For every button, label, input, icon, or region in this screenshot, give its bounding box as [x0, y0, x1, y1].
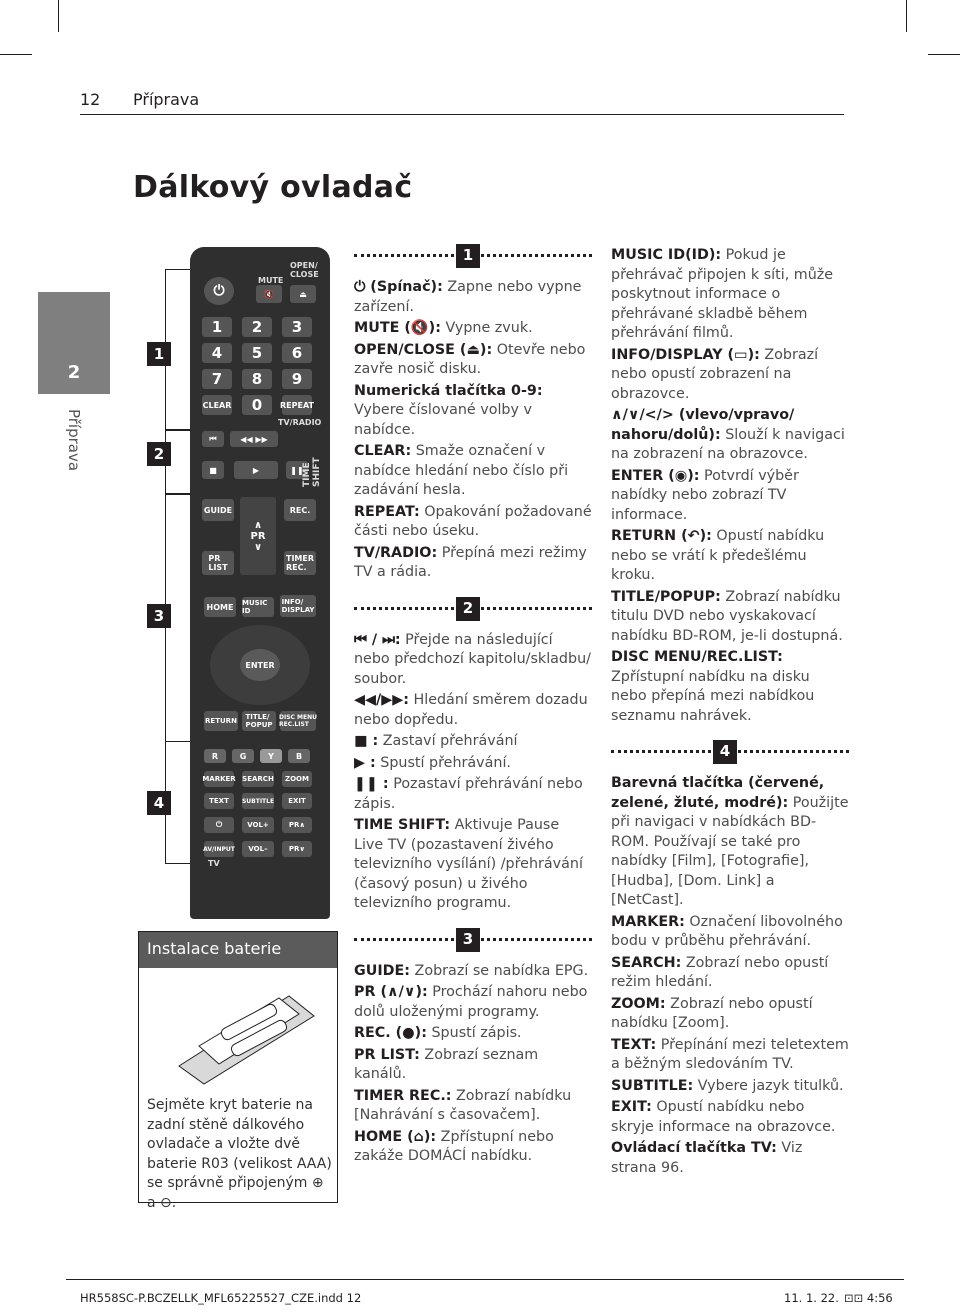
item-description	[354, 1024, 592, 1044]
crop-mark	[928, 54, 960, 55]
marker-button[interactable]: MARKER	[204, 771, 234, 787]
key-5[interactable]: 5	[242, 343, 272, 363]
item-description	[354, 442, 592, 501]
stop-button[interactable]: ■	[202, 461, 224, 479]
item-description	[611, 467, 849, 526]
page-number: 12	[80, 90, 101, 109]
item-description	[611, 1077, 849, 1097]
item-description	[354, 1128, 592, 1167]
item-term: DISC MENU/REC.LIST:	[611, 649, 783, 665]
section-4-separator	[611, 740, 849, 766]
play-button[interactable]: ▶	[234, 461, 278, 479]
key-6[interactable]: 6	[282, 343, 312, 363]
key-9[interactable]: 9	[282, 369, 312, 389]
vol-down-button[interactable]: VOL–	[242, 841, 274, 857]
item-term: MARKER:	[611, 913, 685, 930]
item-term: OPEN/CLOSE (⏏):	[354, 341, 493, 358]
item-term: PR LIST:	[354, 1046, 420, 1063]
mute-label: MUTE	[258, 276, 284, 285]
item-term: Ovládací tlačítka TV:	[611, 1140, 777, 1156]
subtitle-button[interactable]: SUBTITLE	[242, 793, 274, 809]
guide-button[interactable]: GUIDE	[202, 499, 234, 521]
item-term: ⏮ / ⏭:	[354, 631, 401, 648]
item-text: Opustí nabídku nebo skryje informace na obrazovce.	[611, 1099, 836, 1135]
chapter-label-text: Příprava	[65, 408, 83, 472]
green-button[interactable]: G	[232, 749, 254, 763]
callout-1: 1	[147, 342, 171, 366]
repeat-button[interactable]: REPEAT	[282, 395, 312, 415]
clear-button[interactable]: CLEAR	[202, 395, 232, 415]
item-term: GUIDE:	[354, 962, 411, 979]
item-text: Vybere jazyk titulků.	[693, 1077, 844, 1094]
skip-prev-button[interactable]: ⏮	[202, 431, 224, 447]
crop-mark	[58, 0, 59, 32]
item-description	[611, 954, 849, 993]
navigation-pad[interactable]	[210, 625, 310, 705]
item-term: REPEAT:	[354, 503, 420, 520]
bracket-1	[165, 269, 190, 431]
item-term: ◀◀/▶▶:	[354, 692, 409, 708]
item-text: Zobrazí nebo opustí režim hledání.	[611, 954, 829, 990]
battery-illustration	[169, 976, 319, 1086]
item-text: Zobrazí nebo opustí zobrazení na obrazovce.	[611, 346, 819, 402]
item-description	[354, 382, 592, 441]
item-text: Spustí přehrávání.	[375, 754, 511, 771]
power-button[interactable]: ⏻	[204, 277, 234, 305]
item-text: Přepínání mezi teletextem a běžným sledováním TV.	[611, 1036, 849, 1072]
blue-button[interactable]: B	[288, 749, 310, 763]
info-display-button[interactable]: INFO/ DISPLAY	[280, 595, 316, 617]
item-text: Zobrazí nabídku [Nahrávání s časovačem].	[354, 1087, 572, 1123]
chapter-tab	[38, 292, 110, 394]
disc-menu-button[interactable]: DISC MENU REC.LIST	[280, 711, 316, 731]
item-description	[611, 246, 849, 344]
item-text: Opakování požadované části nebo úseku.	[354, 503, 592, 539]
item-term: MUTE (🔇):	[354, 320, 441, 336]
item-text: Přejde na následující nebo předchozí kapitolu/skladbu/ soubor.	[354, 631, 591, 687]
bracket-3	[165, 493, 190, 742]
section-4-marker: 4	[713, 740, 737, 764]
item-description	[354, 1087, 592, 1126]
item-description	[354, 691, 592, 730]
open-close-label: OPEN/ CLOSE	[290, 261, 319, 279]
enter-button[interactable]: ENTER	[240, 649, 280, 681]
section-3-list	[354, 962, 592, 1167]
footer-date: 11. 1. 22.	[784, 1291, 839, 1305]
item-text: Zapne nebo vypne zařízení.	[354, 279, 582, 315]
pr-list-button[interactable]: PR LIST	[202, 551, 234, 575]
item-text: Aktivuje Pause Live TV (pozastavení živého televizního vysílání) /přehrávání (časový posun) u živého televizního programu.	[354, 817, 583, 911]
section-1-list	[354, 278, 592, 583]
item-description	[611, 1036, 849, 1075]
mute-button[interactable]: 🔇	[256, 285, 282, 303]
text-button[interactable]: TEXT	[204, 793, 234, 809]
scan-button[interactable]: ◀◀ ▶▶	[230, 431, 278, 447]
item-description	[354, 319, 592, 339]
item-text: Slouží k navigaci na zobrazení na obrazovce.	[611, 426, 845, 462]
item-term: ▶ :	[354, 754, 376, 771]
key-0[interactable]: 0	[242, 395, 272, 415]
callout-3: 3	[147, 604, 171, 628]
item-text: Zobrazí seznam kanálů.	[354, 1046, 539, 1082]
item-term: HOME (⌂):	[354, 1128, 437, 1145]
column-left	[354, 244, 592, 1169]
item-term: TV/RADIO:	[354, 544, 438, 561]
item-description	[354, 983, 592, 1022]
rec-button[interactable]: REC.	[284, 499, 316, 521]
item-description	[611, 588, 849, 647]
item-description	[611, 1098, 849, 1137]
key-4[interactable]: 4	[202, 343, 232, 363]
item-text: Zobrazí se nabídka EPG.	[410, 962, 589, 979]
item-text: Přepíná mezi režimy TV a rádia.	[354, 544, 587, 580]
key-2[interactable]: 2	[242, 317, 272, 337]
item-term: RETURN (↶):	[611, 528, 712, 544]
tv-label: TV	[208, 859, 220, 868]
item-text: Označení libovolného bodu v průběhu přehrávání.	[611, 913, 843, 949]
item-text: Prochází nahoru nebo dolů uloženými programy.	[354, 984, 588, 1020]
section-2-separator	[354, 597, 592, 623]
section-1-marker: 1	[456, 244, 480, 268]
item-text: Smaže označení v nabídce hledání nebo číslo při zadávání hesla.	[354, 443, 569, 498]
item-text: Zpřístupní nebo zakáže DOMÁCÍ nabídku.	[354, 1128, 554, 1164]
zoom-button[interactable]: ZOOM	[282, 771, 312, 787]
footer-time: ⊡⊡ 4:56	[844, 1291, 893, 1305]
section-3-separator	[354, 928, 592, 954]
item-description	[354, 544, 592, 583]
item-description	[611, 913, 849, 952]
item-term: SEARCH:	[611, 954, 682, 971]
av-input-button[interactable]: AV/INPUT	[204, 841, 234, 857]
item-description	[354, 816, 592, 914]
item-text: Vypne zvuk.	[440, 320, 533, 336]
red-button[interactable]: R	[204, 749, 226, 763]
return-button[interactable]: RETURN	[204, 711, 238, 731]
crop-mark	[906, 0, 907, 32]
pr-down-button[interactable]: PR∨	[282, 841, 312, 857]
section-1-separator	[354, 244, 592, 270]
item-term: INFO/DISPLAY (▭):	[611, 346, 760, 363]
section-2-marker: 2	[456, 597, 480, 621]
item-description	[354, 278, 592, 317]
item-description	[354, 341, 592, 380]
remote-control	[190, 247, 330, 919]
item-text: Pozastaví přehrávání nebo zápis.	[354, 776, 583, 812]
item-description	[611, 527, 849, 586]
page-title: Dálkový ovladač	[133, 170, 413, 205]
item-text: Zobrazí nabídku titulu DVD nebo vyskakovací nabídku BD-ROM, je-li dostupná.	[611, 588, 843, 644]
key-1[interactable]: 1	[202, 317, 232, 337]
item-text: Otevře nebo zavře nosič disku.	[354, 341, 586, 377]
key-7[interactable]: 7	[202, 369, 232, 389]
open-close-button[interactable]: ⏏	[290, 285, 316, 303]
item-term: ENTER (◉):	[611, 467, 700, 484]
item-term: ■ :	[354, 733, 379, 749]
item-text: Hledání směrem dozadu nebo dopředu.	[354, 692, 588, 728]
item-term: CLEAR:	[354, 443, 412, 459]
search-button[interactable]: SEARCH	[242, 771, 274, 787]
chapter-tab-label	[38, 400, 110, 480]
item-text: Potvrdí výběr nabídky nebo zobrazí TV informace.	[611, 467, 799, 523]
item-text: Opustí nabídku nebo se vrátí k předešlému kroku.	[611, 528, 825, 583]
section-title: Příprava	[133, 90, 200, 109]
pr-rocker[interactable]: ∧ PR ∨	[240, 497, 276, 575]
item-term: TITLE/POPUP:	[611, 588, 721, 605]
item-description	[354, 631, 592, 690]
item-term: PR (∧/∨):	[354, 984, 428, 1000]
crop-mark	[0, 54, 32, 55]
section-3-list-continued	[611, 246, 849, 726]
callout-4: 4	[147, 791, 171, 815]
key-8[interactable]: 8	[242, 369, 272, 389]
item-text: Zpřístupní nabídku na disku nebo přepíná mezi nabídkou seznamu nahrávek.	[611, 668, 815, 724]
item-term: EXIT:	[611, 1099, 652, 1115]
item-term: REC. (●):	[354, 1025, 427, 1041]
tv-radio-label: TV/RADIO	[278, 418, 322, 427]
item-description	[611, 995, 849, 1034]
section-2-list	[354, 631, 592, 914]
footer-file: HR558SC-P.BCZELLK_MFL65225527_CZE.indd 12	[80, 1291, 362, 1305]
item-term: Barevná tlačítka (červené, zelené, žluté, modré):	[611, 775, 825, 811]
music-id-button[interactable]: MUSIC ID	[242, 597, 274, 617]
home-button[interactable]: HOME	[204, 597, 236, 617]
item-text: Spustí zápis.	[426, 1025, 522, 1041]
item-text: Viz strana 96.	[611, 1140, 803, 1176]
bracket-4	[165, 741, 190, 864]
item-text: Vybere číslované volby v nabídce.	[354, 402, 532, 438]
item-term: TIME SHIFT:	[354, 817, 451, 833]
item-description	[611, 774, 849, 911]
header-rule	[80, 114, 844, 115]
item-description	[354, 754, 592, 774]
section-4-list	[611, 774, 849, 1178]
exit-button[interactable]: EXIT	[282, 793, 312, 809]
bracket-2	[165, 429, 190, 495]
item-description	[611, 406, 849, 465]
battery-box	[138, 931, 338, 1211]
vol-up-button[interactable]: VOL+	[242, 817, 274, 833]
item-description	[354, 962, 592, 982]
pause-button[interactable]: ❚❚	[286, 461, 308, 479]
key-3[interactable]: 3	[282, 317, 312, 337]
pr-up-button[interactable]: PR∧	[282, 817, 312, 833]
battery-box-title: Instalace baterie	[139, 932, 337, 968]
section-3-marker: 3	[456, 928, 480, 952]
item-text: Zobrazí nebo opustí nabídku [Zoom].	[611, 995, 813, 1031]
yellow-button[interactable]: Y	[260, 749, 282, 763]
item-description	[611, 1139, 849, 1178]
timer-rec-button[interactable]: TIMER REC.	[284, 551, 316, 575]
item-description	[611, 648, 849, 726]
item-description	[354, 1046, 592, 1085]
tv-power-button[interactable]: ⏻	[204, 817, 234, 833]
item-term: TEXT:	[611, 1036, 657, 1053]
item-term: MUSIC ID(ID):	[611, 247, 722, 263]
item-term: ZOOM:	[611, 995, 666, 1012]
column-right	[611, 246, 849, 1180]
item-term: SUBTITLE:	[611, 1077, 694, 1094]
item-text: Zastaví přehrávání	[378, 733, 518, 749]
item-description	[611, 346, 849, 405]
title-popup-button[interactable]: TITLE/ POPUP	[242, 711, 276, 731]
item-term: ❚❚ :	[354, 776, 389, 792]
callout-2: 2	[147, 442, 171, 466]
item-term: ∧/∨/</> (vlevo/vpravo/ nahoru/dolů):	[611, 407, 795, 443]
item-text: Pokud je přehrávač připojen k síti, může poskytnout informace o přehrávané skladbě během přehrávání filmů.	[611, 247, 834, 341]
item-term: TIMER REC.:	[354, 1087, 452, 1104]
time-shift-label: TIME SHIFT	[302, 457, 322, 487]
item-description	[354, 503, 592, 542]
footer-rule	[66, 1279, 904, 1280]
battery-instructions: Sejměte kryt baterie na zadní stěně dálkového ovladače a vložte dvě baterie R03 (velikost AAA) se správně připojeným ⊕ a ⊖.	[147, 1097, 332, 1211]
item-description	[354, 732, 592, 752]
chapter-number: 2	[67, 362, 81, 383]
item-text: Použijte při navigaci v nabídkách BD-ROM. Používají se také pro nabídky [Film], [Fotografie], [Hudba], [Dom. Link] a [NetCast].	[611, 794, 849, 908]
item-term: ⏻ (Spínač):	[354, 279, 443, 295]
item-description	[354, 775, 592, 814]
item-term: Numerická tlačítka 0-9:	[354, 382, 543, 399]
